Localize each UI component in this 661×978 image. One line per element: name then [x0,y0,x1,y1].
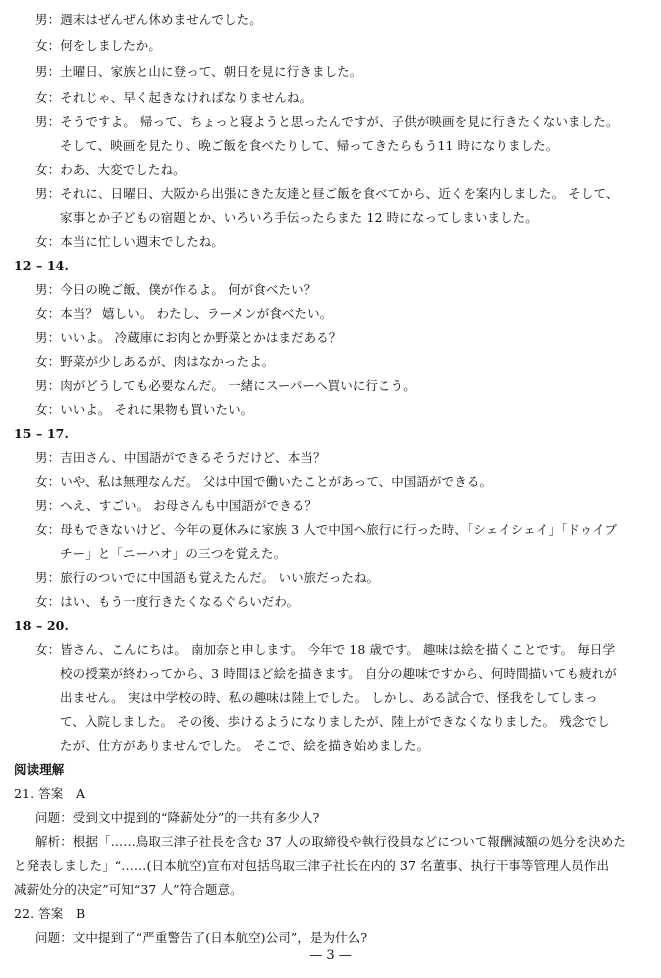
section-heading-15-17: 15 – 17. [14,426,69,441]
dialogue-line-continuation: 校の授業が終わってから、3 時間ほど絵を描きます。 自分の趣味ですから、何時間描いても疲れが [60,666,617,681]
dialogue-line: 男：吉田さん、中国語ができるそうだけど、本当？ [35,450,326,465]
question-22: 问题：文中提到了“严重警告了(日本航空)公司”，是为什么? [35,930,368,945]
dialogue-line-continuation: チー」と「ニーハオ」の三つを覚えた。 [60,546,287,561]
answer-21: 21. 答案 A [14,786,86,801]
analysis-21-continuation: と発表しました」“……(日本航空)宣布对包括鸟取三津子社长在内的 37 名董事、执行干事等管理人员作出 [14,858,610,873]
dialogue-line-continuation: そして、映画を見たり、晩ご飯を食べたりして、帰ってきたらもう11 時になりました。 [60,138,559,153]
dialogue-line: 女：野菜が少しあるが、肉はなかったよ。 [35,354,275,369]
answer-22: 22. 答案 B [14,906,86,921]
dialogue-line: 女：いや、私は無理なんだ。 父は中国で働いたことがあって、中国語ができる。 [35,474,493,489]
dialogue-line: 男：土曜日、家族と山に登って、朝日を見に行きました。 [35,64,363,79]
section-heading-reading: 阅读理解 [14,762,65,777]
question-21: 问题：受到文中提到的“降薪处分”的一共有多少人? [35,810,320,825]
dialogue-line: 女：本当？ 嬉しい。 わたし、ラーメンが食べたい。 [35,306,333,321]
dialogue-line: 女：それじゃ、早く起きなければなりませんね。 [35,90,313,105]
dialogue-line: 女：わあ、大変でしたね。 [35,162,186,177]
section-heading-18-20: 18 – 20. [14,618,69,633]
dialogue-line: 女：母もできないけど、今年の夏休みに家族 3 人で中国へ旅行に行った時、「シェイシェイ」「ドゥイブ [35,522,618,537]
dialogue-line: 女：皆さん、こんにちは。 南加奈と申します。 今年で 18 歳です。 趣味は絵を描くことです。 毎日学 [35,642,616,657]
dialogue-line-continuation: て、入院しました。 その後、歩けるようになりましたが、陸上ができなくなりました。 残念でし [60,714,610,729]
section-heading-12-14: 12 – 14. [14,258,69,273]
dialogue-line: 男：いいよ。 冷蔵庫にお肉とか野菜とかはまだある？ [35,330,342,345]
dialogue-line: 女：いいよ。 それに果物も買いたい。 [35,402,254,417]
dialogue-line: 女：何をしましたか。 [35,38,162,53]
dialogue-line-continuation: 出ません。 実は中学校の時、私の趣味は陸上でした。 しかし、ある試合で、怪我をしてしまっ [60,690,598,705]
page-number: — 3 — [309,948,352,963]
dialogue-line: 男：旅行のついでに中国語も覚えたんだ。 いい旅だったね。 [35,570,380,585]
dialogue-line-continuation: 家事とか子どもの宿題とか、いろいろ手伝ったらまた 12 時になってしまいました。 [60,210,538,225]
dialogue-line: 男：そうですよ。 帰って、ちょっと寝ようと思ったんですが、子供が映画を見に行きたくないました。 [35,114,619,129]
analysis-21: 解析：根据「……鳥取三津子社長を含む 37 人の取締役や執行役員などについて報酬減額の処分を決めた [35,834,627,849]
dialogue-line: 男：週末はぜんぜん休めませんでした。 [35,12,262,27]
dialogue-line: 女：はい、もう一度行きたくなるぐらいだわ。 [35,594,300,609]
dialogue-line: 男：肉がどうしても必要なんだ。 一緒にスーパーへ買いに行こう。 [35,378,416,393]
analysis-21-continuation: 减薪处分的决定”可知“37 人”符合题意。 [14,882,243,897]
dialogue-line: 男：それに、日曜日、大阪から出張にきた友達と昼ご飯を食べてから、近くを案内しました。 そして、 [35,186,619,201]
dialogue-line-continuation: たが、仕方がありませんでした。 そこで、絵を描き始めました。 [60,738,430,753]
dialogue-line: 男：へえ、すごい。 お母さんも中国語ができる？ [35,498,318,513]
dialogue-line: 男：今日の晩ご飯、僕が作るよ。 何が食べたい？ [35,282,317,297]
dialogue-line: 女：本当に忙しい週末でしたね。 [35,234,225,249]
